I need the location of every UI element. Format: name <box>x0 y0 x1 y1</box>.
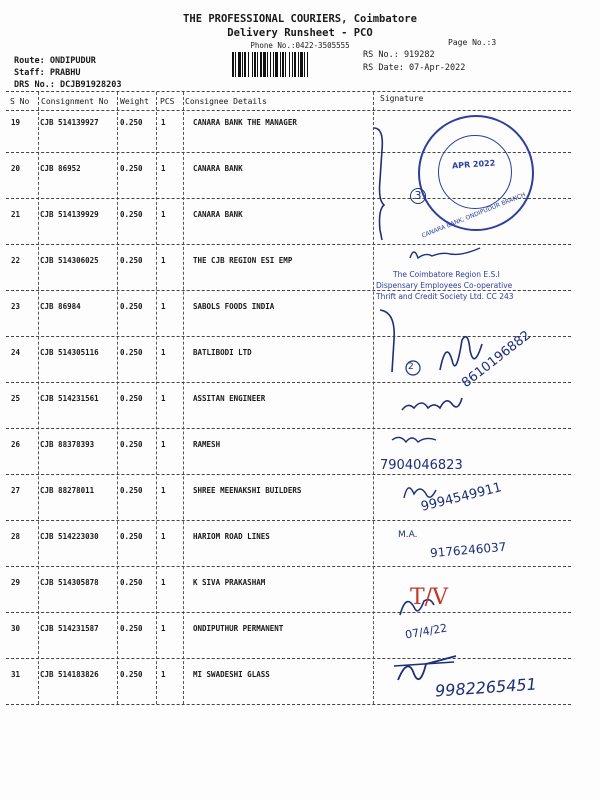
row-weight: 0.250 <box>120 210 143 219</box>
esi-stamp-line3: Thrift and Credit Society Ltd. CC 243 <box>376 292 514 301</box>
row-consignment: CJB 88378393 <box>40 440 95 449</box>
row-weight: 0.250 <box>120 670 143 679</box>
stamp-branch: CANARA BANK, ONDIPUDUR BRANCH <box>420 191 527 240</box>
row-consignment: CJB 514306025 <box>40 256 99 265</box>
handwritten-phone-28: 9176246037 <box>429 539 507 561</box>
row-consignee: ONDIPUTHUR PERMANENT <box>193 624 284 633</box>
circled-number-2: 2 <box>408 362 414 372</box>
row-consignment: CJB 514231587 <box>40 624 99 633</box>
row-weight: 0.250 <box>120 348 143 357</box>
col-weight: Weight <box>120 97 149 106</box>
row-pcs: 1 <box>161 670 166 679</box>
row-consignee: MI SWADESHI GLASS <box>193 670 270 679</box>
row-consignee: BATLIBODI LTD <box>193 348 252 357</box>
row-sno: 29 <box>11 578 21 587</box>
row-weight: 0.250 <box>120 440 143 449</box>
row-consignee: CANARA BANK <box>193 210 243 219</box>
row-weight: 0.250 <box>120 256 143 265</box>
row-sno: 27 <box>11 486 21 495</box>
row-consignment: CJB 514231561 <box>40 394 99 403</box>
handwritten-phone-31: 9982265451 <box>434 674 538 701</box>
row-consignee: K SIVA PRAKASHAM <box>193 578 266 587</box>
row-sno: 22 <box>11 256 21 265</box>
row-pcs: 1 <box>161 532 166 541</box>
esi-stamp-line1: The Coimbatore Region E.S.I <box>393 270 500 279</box>
handwritten-tv-mark: T/V <box>410 585 448 610</box>
row-pcs: 1 <box>161 394 166 403</box>
route: Route: ONDIPUDUR <box>14 56 96 66</box>
rs-number: RS No.: 919282 <box>363 50 435 60</box>
row-sno: 30 <box>11 624 21 633</box>
col-consignee: Consignee Details <box>185 97 267 106</box>
esi-stamp-line2: Dispensary Employees Co-operative <box>376 281 513 290</box>
row-pcs: 1 <box>161 302 166 311</box>
row-weight: 0.250 <box>120 578 143 587</box>
row-consignee: THE CJB REGION ESI EMP <box>193 256 293 265</box>
handwritten-phone-26: 7904046823 <box>380 458 463 473</box>
row-consignment: CJB 86984 <box>40 302 81 311</box>
row-sno: 23 <box>11 302 21 311</box>
row-consignment: CJB 514305878 <box>40 578 99 587</box>
document-title: Delivery Runsheet - PCO <box>227 27 373 39</box>
row-consignee: ASSITAN ENGINEER <box>193 394 266 403</box>
header-top-rule <box>6 91 571 92</box>
handwritten-phone-27: 9994549911 <box>419 480 504 515</box>
row-pcs: 1 <box>161 256 166 265</box>
row-sno: 21 <box>11 210 21 219</box>
row-pcs: 1 <box>161 578 166 587</box>
row-consignee: CANARA BANK <box>193 164 243 173</box>
row-sno: 26 <box>11 440 21 449</box>
row-weight: 0.250 <box>120 532 143 541</box>
row-sno: 20 <box>11 164 21 173</box>
row-pcs: 1 <box>161 118 166 127</box>
row-consignee: RAMESH <box>193 440 221 449</box>
staff: Staff: PRABHU <box>14 68 81 78</box>
row-weight: 0.250 <box>120 118 143 127</box>
row-sno: 31 <box>11 670 21 679</box>
phone-number: Phone No.:0422-3505555 <box>250 41 350 50</box>
handwritten-signatures <box>370 110 580 710</box>
row-pcs: 1 <box>161 210 166 219</box>
row-sno: 19 <box>11 118 21 127</box>
stamp-date: APR 2022 <box>451 158 496 171</box>
row-consignment: CJB 514223030 <box>40 532 99 541</box>
row-consignment: CJB 88278011 <box>40 486 95 495</box>
row-pcs: 1 <box>161 164 166 173</box>
barcode <box>232 52 350 77</box>
page-number: Page No.:3 <box>448 38 497 47</box>
handwritten-phone-24: 8610196882 <box>459 328 534 391</box>
row-weight: 0.250 <box>120 302 143 311</box>
col-pcs: PCS <box>160 97 175 106</box>
row-weight: 0.250 <box>120 624 143 633</box>
company-title: THE PROFESSIONAL COURIERS, Coimbatore <box>183 13 417 25</box>
row-weight: 0.250 <box>120 164 143 173</box>
circled-number-3: 3 <box>410 188 426 204</box>
row-consignee: HARIOM ROAD LINES <box>193 532 270 541</box>
handwritten-initials-28: M.A. <box>398 530 418 540</box>
col-consignment: Consignment No <box>41 97 109 106</box>
row-sno: 28 <box>11 532 21 541</box>
handwritten-date-30: 07/4/22 <box>404 621 449 642</box>
row-consignment: CJB 514139927 <box>40 118 99 127</box>
row-consignee: SHREE MEENAKSHI BUILDERS <box>193 486 302 495</box>
rs-date: RS Date: 07-Apr-2022 <box>363 63 466 73</box>
row-pcs: 1 <box>161 440 166 449</box>
row-consignment: CJB 514139929 <box>40 210 99 219</box>
row-sno: 25 <box>11 394 21 403</box>
row-consignment: CJB 514183826 <box>40 670 99 679</box>
drs-number: DRS No.: DCJB91928203 <box>14 80 122 90</box>
row-consignee: CANARA BANK THE MANAGER <box>193 118 297 127</box>
row-consignee: SABOLS FOODS INDIA <box>193 302 275 311</box>
row-pcs: 1 <box>161 348 166 357</box>
row-sno: 24 <box>11 348 21 357</box>
col-signature: Signature <box>380 94 424 103</box>
row-weight: 0.250 <box>120 486 143 495</box>
row-pcs: 1 <box>161 624 166 633</box>
row-weight: 0.250 <box>120 394 143 403</box>
row-pcs: 1 <box>161 486 166 495</box>
row-consignment: CJB 514305116 <box>40 348 99 357</box>
col-sno: S No <box>10 97 30 106</box>
row-consignment: CJB 86952 <box>40 164 81 173</box>
